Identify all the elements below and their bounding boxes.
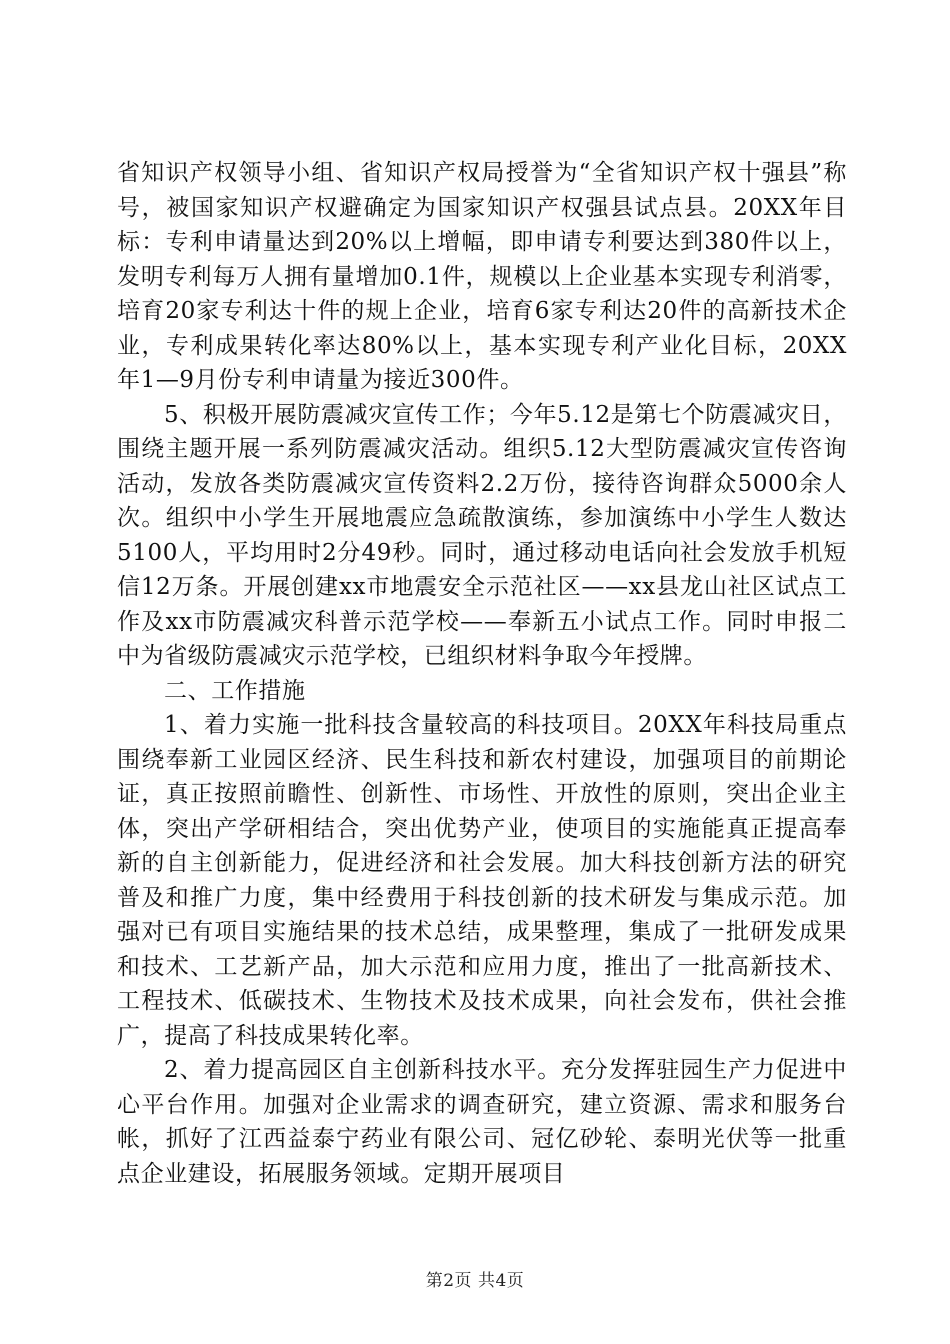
section-heading-measures: 二、工作措施: [164, 677, 306, 704]
paragraph-park-innovation: 2、着力提高园区自主创新科技水平。充分发挥驻园生产力促进中心平台作用。加强对企业需求的调查研究，建立资源、需求和服务台帐，抓好了江西益泰宁药业有限公司、冠亿砂轮、泰明光伏等一批重点企业建设，拓展服务领域。定期开展项目: [117, 1057, 847, 1187]
page-footer: 第2页 共4页: [425, 1271, 525, 1291]
document-body: [117, 156, 847, 1191]
paragraph-earthquake-publicity: 5、积极开展防震减灾宣传工作；今年5.12是第七个防震减灾日，围绕主题开展一系列防震减灾活动。组织5.12大型防震减灾宣传咨询活动，发放各类防震减灾宣传资料2.2万份，接待咨询群众5000余人次。组织中小学生开展地震应急疏散演练，参加演练中小学生人数达5100人，平均用时2分49秒。同时，通过移动电话向社会发放手机短信12万条。开展创建xx市地震安全示范社区——xx县龙山社区试点工作及xx市防震减灾科普示范学校——奉新五小试点工作。同时申报二中为省级防震减灾示范学校，已组织材料争取今年授牌。: [117, 401, 847, 669]
paragraph-ip-goals: 省知识产权领导小组、省知识产权局授誉为“全省知识产权十强县”称号，被国家知识产权避确定为国家知识产权强县试点县。20XX年目标：专利申请量达到20%以上增幅，即申请专利要达到380件以上，发明专利每万人拥有量增加0.1件，规模以上企业基本实现专利消零，培育20家专利达十件的规上企业，培育6家专利达20件的高新技术企业，专利成果转化率达80%以上，基本实现专利产业化目标，20XX年1—9月份专利申请量为接近300件。: [117, 160, 847, 393]
paragraph-tech-projects: 1、着力实施一批科技含量较高的科技项目。20XX年科技局重点围绕奉新工业园区经济、民生科技和新农村建设，加强项目的前期论证，真正按照前瞻性、创新性、市场性、开放性的原则，突出企业主体，突出产学研相结合，突出优势产业，使项目的实施能真正提高奉新的自主创新能力，促进经济和社会发展。加大科技创新方法的研究普及和推广力度，集中经费用于科技创新的技术研发与集成示范。加强对已有项目实施结果的技术总结，成果整理，集成了一批研发成果和技术、工艺新产品，加大示范和应用力度，推出了一批高新技术、工程技术、低碳技术、生物技术及技术成果，向社会发布，供社会推广，提高了科技成果转化率。: [117, 712, 847, 1049]
